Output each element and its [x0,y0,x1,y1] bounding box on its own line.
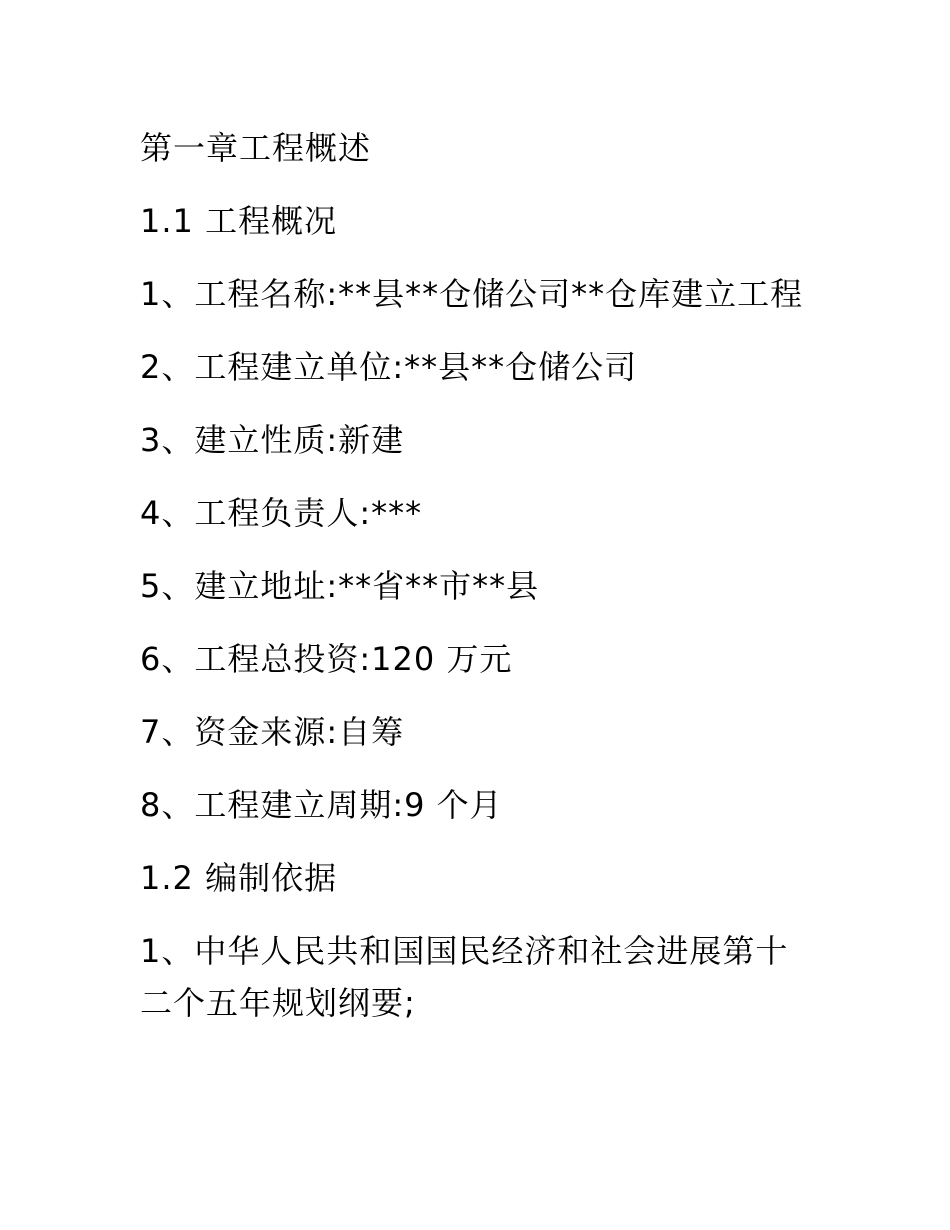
section-heading-1-1: 1.1 工程概况 [140,202,338,240]
construction-period-item: 8、工程建立周期:9 个月 [140,786,503,824]
basis-item: 1、中华人民共和国国民经济和社会进展第十二个五年规划纲要; [140,932,789,1022]
funding-source-item: 7、资金来源:自筹 [140,713,405,751]
chapter-title: 第一章工程概述 [140,129,372,167]
construction-address-item: 5、建立地址:**省**市**县 [140,567,540,605]
total-investment-item: 6、工程总投资:120 万元 [140,640,513,678]
document-body [140,122,815,1050]
project-owner-item: 2、工程建立单位:**县**仓储公司 [140,348,638,386]
project-leader-item: 4、工程负责人:*** [140,494,423,532]
construction-nature-item: 3、建立性质:新建 [140,421,405,459]
section-heading-1-2: 1.2 编制依据 [140,859,338,897]
project-name-item: 1、工程名称:**县**仓储公司**仓库建立工程 [140,275,804,313]
